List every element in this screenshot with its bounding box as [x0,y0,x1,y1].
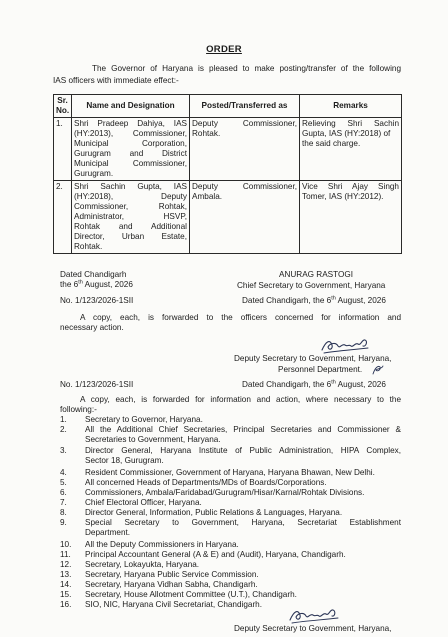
table-header-row [54,95,402,118]
list-item-number: 14. [60,580,72,589]
dated-date-pre: the 6 [60,280,79,289]
cell-line: Rohtak. [74,242,103,251]
list-item: Director General, Haryana Institute of Public Administration, HIPA Complex, [85,446,401,455]
list-item: All the Deputy Commissioners in Haryana. [85,540,239,549]
row-2-posted [190,181,300,254]
list-item: Commissioners, Ambala/Faridabad/Gurugram/Hisar/Karnal/Rohtak Divisions. [85,488,365,497]
list-item-number: 15. [60,590,72,599]
endorsement-2-text-2: following:- [60,405,97,414]
row-2-remarks [300,181,402,254]
list-item-number: 6. [60,488,67,497]
list-item-continued: Secretaries to Government, Haryana. [85,435,221,444]
list-item: Special Secretary to Government, Haryana, Secretariat Establishment [85,518,401,527]
cell-line: Relieving Shri Sachin [302,119,399,128]
posting-table [53,94,402,254]
endorsement-1-date-post: August, 2026 [335,296,386,305]
list-item: Principal Accountant General (A & E) and (Audit), Haryana, Chandigarh. [85,550,346,559]
deputy-secretary-line-2: Personnel Department. [278,365,363,374]
row-2-sr: 2. [54,181,72,254]
cell-line: Municipal Corporation, [74,139,187,148]
list-item-number: 13. [60,570,72,579]
cell-line: Administrator, HSVP, [74,212,187,221]
row-2-name-designation [72,181,190,254]
bottom-signature [286,602,344,626]
row-1-posted [190,118,300,181]
deputy-secretary-line-1: Deputy Secretary to Government, Haryana, [234,354,392,363]
cell-line: the said charge. [302,139,361,148]
intro-line-2: IAS officers with immediate effect:- [53,76,179,85]
cell-line: Deputy Commissioner, [192,182,297,191]
list-item-number: 7. [60,498,67,507]
endorsement-2-number: No. 1/123/2026-1SII [60,380,134,389]
list-item: Secretary, Haryana Public Service Commission. [85,570,259,579]
list-item: SIO, NIC, Haryana Civil Secretariat, Chandigarh. [85,600,263,609]
cell-line: Municipal Commissioner, [74,159,187,168]
cell-line: Ambala. [192,192,223,201]
list-item-number: 3. [60,446,67,455]
cell-line: (HY:2013), Commissioner, [74,129,187,138]
list-item: All the Additional Chief Secretaries, Principal Secretaries and Commissioner & [85,425,401,434]
row-1-name-designation [72,118,190,181]
cell-line: Commissioner, Rohtak, [74,202,187,211]
cell-line: Director, Urban Estate, [74,232,187,241]
list-item-number: 12. [60,560,72,569]
list-item: Secretary, Haryana Vidhan Sabha, Chandigarh. [85,580,258,589]
list-item-continued: Department. [85,528,131,537]
endorsement-1-date-pre: Dated Chandigarh, the 6 [242,296,332,305]
list-item: Secretary to Governor, Haryana. [85,415,203,424]
cell-line: Rohtak and Additional [74,222,187,231]
table-row [54,181,402,254]
row-1-sr: 1. [54,118,72,181]
row-1-remarks [300,118,402,181]
table-row [54,118,402,181]
list-item: Chief Electoral Officer, Haryana. [85,498,202,507]
cell-line: Deputy Commissioner, [192,119,297,128]
list-item: Secretary, Lokayukta, Haryana. [85,560,200,569]
list-item-number: 10. [60,540,72,549]
bottom-signatory-line-1: Deputy Secretary to Government, Haryana, [234,624,392,633]
list-item-continued: Sector 18, Gurugram. [85,456,164,465]
list-item: Secretary, House Allotment Committee (U.T.), Chandigarh. [85,590,297,599]
cell-line: Shri Pradeep Dahiya, IAS [74,119,187,128]
page-title: ORDER [206,44,242,55]
list-item: All concerned Heads of Departments/MDs of Boards/Corporations. [85,478,327,487]
cell-line: (HY:2018), Deputy [74,192,187,201]
header-remarks: Remarks [300,95,402,118]
list-item-number: 5. [60,478,67,487]
signatory-designation: Chief Secretary to Government, Haryana [237,281,386,290]
dated-date-sup: th [78,279,83,286]
header-posted: Posted/Transferred as [190,95,300,118]
cell-line: Tomer, IAS (HY:2012). [302,192,384,201]
cell-line: Shri Sachin Gupta, IAS [74,182,187,191]
list-item-number: 16. [60,600,72,609]
endorsement-1-text-1: A copy, each, is forwarded to the officers concerned for information and [80,313,401,322]
endorsement-2-text-1: A copy, each, is forwarded for information and action, where necessary to the [80,395,401,404]
header-sr-no: Sr. No. [54,95,72,118]
endorsement-1-text-2: necessary action. [60,323,124,332]
list-item-number: 4. [60,468,67,477]
dated-date-post: August, 2026 [82,280,133,289]
list-item-number: 11. [60,550,71,559]
endorsement-2-date [242,380,386,390]
intro-line-1: The Governor of Haryana is pleased to make posting/transfer of the following [92,64,401,73]
list-item-number: 8. [60,508,67,517]
cell-line: Gurugram. [74,169,114,178]
cell-line: Vice Shri Ajay Singh [302,182,399,191]
endorsement-1-number: No. 1/123/2026-1SII [60,296,134,305]
list-item-number: 9. [60,518,67,527]
list-item: Director General, Information, Public Relations & Languages, Haryana. [85,508,343,517]
dated-date [60,280,133,290]
list-item-number: 2. [60,425,67,434]
list-item-number: 1. [60,415,67,424]
cell-line: Gurugram and District [74,149,187,158]
header-name-designation: Name and Designation [72,95,190,118]
initials-mark [370,362,386,376]
cell-line: Gupta, IAS (HY:2018) of [302,129,391,138]
cell-line: Rohtak. [192,129,221,138]
endorsement-1-date-sup: th [331,295,336,302]
endorsement-1-date [242,296,386,306]
endorsement-2-date-post: August, 2026 [335,380,386,389]
signatory-name: ANURAG RASTOGI [279,270,354,279]
list-item: Resident Commissioner, Government of Haryana, Haryana Bhawan, New Delhi. [85,468,375,477]
endorsement-2-date-sup: th [331,379,336,386]
dated-place: Dated Chandigarh [60,270,127,279]
endorsement-2-date-pre: Dated Chandigarh, the 6 [242,380,332,389]
